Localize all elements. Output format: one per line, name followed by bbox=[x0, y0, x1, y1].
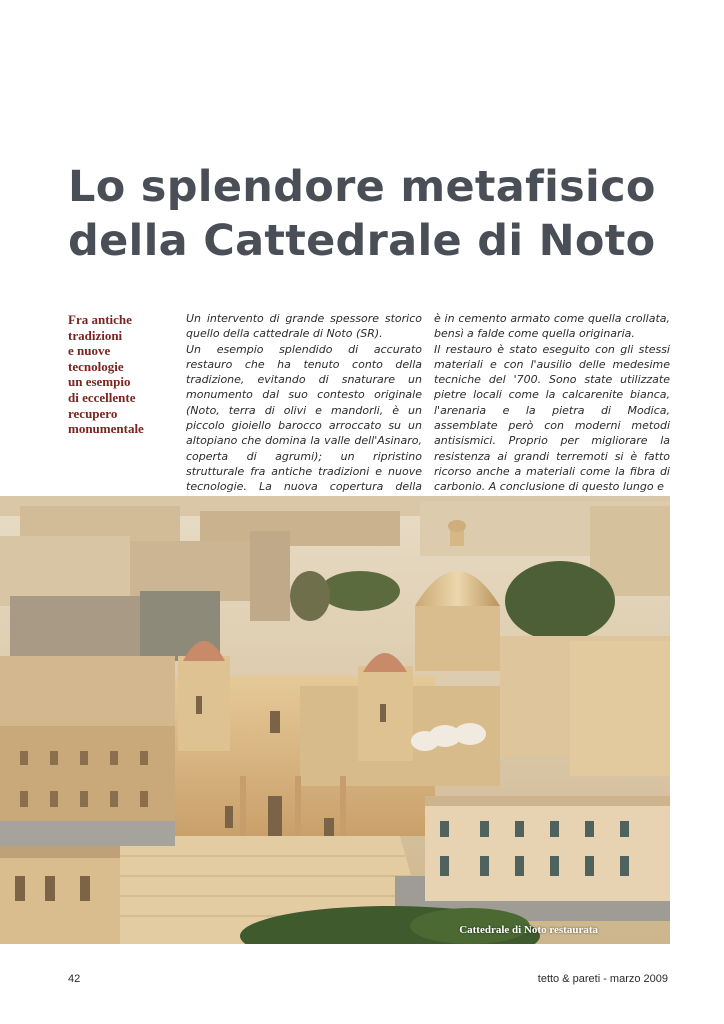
cathedral-illustration bbox=[0, 496, 670, 944]
body-paragraph: Un esempio splendido di accurato restauro che ha tenuto conto della tradizione, evitando di snaturare un monumento dal suo contesto originale (Noto, terra di olivi e mandorli, è un piccolo gioiello barocco arroccato su un altopiano che domina la valle dell'Asinaro, coperta di agrumi); un ripristino strutturale fra antiche tradizioni e nuove tecnologie. La nuova copertura della bbox=[186, 342, 422, 494]
body-paragraph: è in cemento armato come quella crollata, bensì a falde come quella originaria. bbox=[434, 312, 670, 341]
title-line-1: Lo splendore metafisico bbox=[68, 162, 656, 212]
sidebar-line: un esempio bbox=[68, 374, 131, 390]
sidebar-line: recupero bbox=[68, 405, 118, 421]
photo-caption: Cattedrale di Noto restaurata bbox=[459, 924, 598, 936]
body-column-1 bbox=[186, 311, 422, 510]
cathedral-photo bbox=[0, 496, 670, 944]
sidebar-line: monumentale bbox=[68, 421, 144, 437]
sidebar-line: tradizioni bbox=[68, 327, 123, 343]
publication-info: tetto & pareti - marzo 2009 bbox=[537, 973, 668, 985]
body-paragraph: Un intervento di grande spessore storico quello della cattedrale di Noto (SR). bbox=[186, 312, 422, 341]
sidebar-line: di eccellente bbox=[68, 389, 136, 405]
sidebar-line: tecnologie bbox=[68, 358, 124, 374]
article-title bbox=[68, 160, 668, 268]
sidebar-subtitle bbox=[68, 312, 173, 437]
body-column-2 bbox=[434, 311, 670, 495]
page-number: 42 bbox=[68, 973, 81, 985]
body-paragraph: Il restauro è stato eseguito con gli stessi materiali e con l'ausilio delle medesime tecniche del '700. Sono state utilizzate pietre locali come la calcarenite bianca, l'arenaria e la pietra di Modica, assemblate però con moderni metodi antisismici. Proprio per migliorare la resistenza ai grandi terremoti si è fatto ricorso anche a materiali come la fibra di carbonio. A conclusione di questo lungo e bbox=[434, 342, 670, 494]
sidebar-line: e nuove bbox=[68, 343, 111, 359]
sidebar-line: Fra antiche bbox=[68, 312, 132, 327]
title-line-2: della Cattedrale di Noto bbox=[68, 216, 656, 266]
